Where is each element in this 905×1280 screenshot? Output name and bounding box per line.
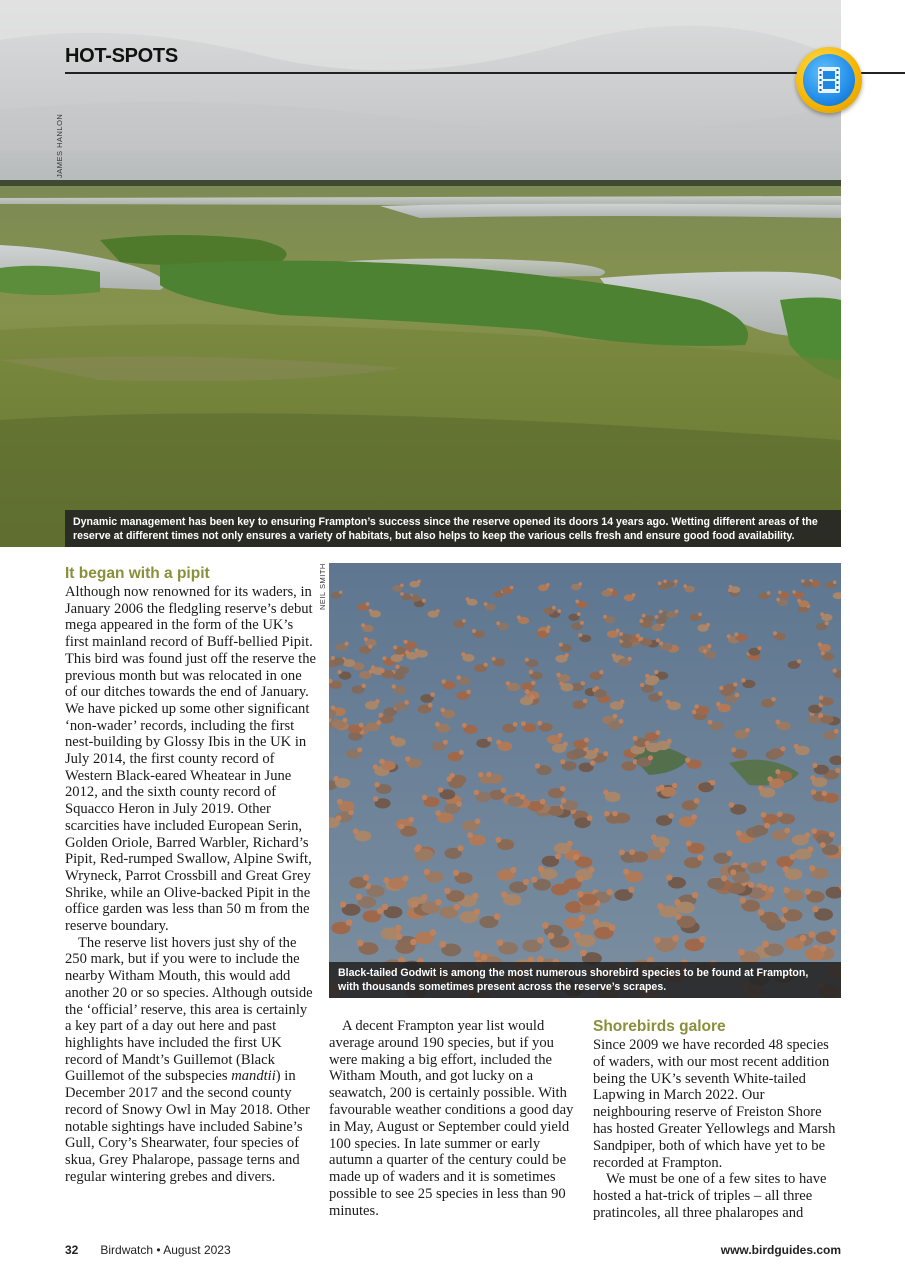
section-label: HOT-SPOTS: [65, 45, 178, 67]
publication-info: Birdwatch • August 2023: [100, 1243, 231, 1257]
reserve-landscape-photo: [0, 0, 841, 547]
footer-left: [65, 1243, 231, 1257]
godwit-flock-illustration: [329, 563, 841, 998]
photo-credit-birds: NEIL SMITH: [318, 563, 327, 610]
page-number: 32: [65, 1243, 79, 1257]
bird-photo-caption: Black-tailed Godwit is among the most numerous shorebird species to be found at Frampton, with thousands sometimes present across the reserve’s scrapes.: [329, 962, 841, 998]
landscape-illustration: [0, 0, 841, 547]
article-paragraph: A decent Frampton year list would average around 190 species, but if you were making a big effort, included the Witham Mouth, and got lucky on a seawatch, 200 is certainly possible. With favourable weather conditions a good day in May, August or September could yield 100 species. In late summer or early autumn a quarter of the century could be made up of waders and it is sometimes possible to see 25 species in less than 90 minutes.: [329, 1018, 574, 1219]
article-column-middle: [329, 1018, 575, 1220]
photo-credit-top: JAMES HANLON: [55, 113, 64, 178]
section-heading-shorebirds: Shorebirds galore: [593, 1018, 726, 1035]
header-rule: [65, 72, 905, 74]
godwit-flock-photo: [329, 563, 841, 998]
video-badge[interactable]: [796, 47, 862, 113]
article-column-left: [65, 565, 316, 1185]
article-paragraph: Although now renowned for its waders, in January 2006 the fledgling reserve’s debut mega appeared in the form of the UK’s first mainland record of Buff-bellied Pipit. This bird was found just off the reserve the previous month but was relocated in one of our ditches towards the end of January. We have picked up some other significant ‘non-wader’ records, including the first nest-building by Glossy Ibis in the UK in July 2014, the first county record of Western Black-eared Wheatear in June 2012, and the sixth county record of Squacco Heron in July 2019. Other scarcities have included European Serin, Golden Oriole, Barred Warbler, Richard’s Pipit, Red-rumped Swallow, Alpine Swift, Wryneck, Parrot Crossbill and Great Grey Shrike, while an Olive-backed Pipit in the office garden was less than 50 m from the reserve boundary.: [65, 584, 317, 935]
article-paragraph: We must be one of a few sites to have hosted a hat-trick of triples – all three pratincoles, all three phalaropes and: [593, 1171, 827, 1221]
article-column-right: [593, 1018, 841, 1222]
article-paragraph: The reserve list hovers just shy of the 250 mark, but if you were to include the nearby Witham Mouth, this would add another 20 or so species. Although outside the ‘official’ reserve, this area is certainly a key part of a day out here and past highlights have included the first UK record of Mandt’s Guillemot (Black Guillemot of the subspecies mandtii) in December 2017 and the second county record of Snowy Owl in May 2018. Other notable sightings have included Sabine’s Gull, Cory’s Shearwater, four species of skua, Grey Phalarope, passage terns and regular wintering grebes and divers.: [65, 934, 313, 1185]
article-paragraph: Since 2009 we have recorded 48 species of waders, with our most recent addition being the UK’s seventh White-tailed Lapwing in March 2022. Our neighbouring reserve of Freiston Shore has hosted Greater Yellowlegs and Marsh Sandpiper, both of which have yet to be recorded at Frampton.: [593, 1037, 836, 1171]
film-strip-icon: [803, 54, 855, 106]
top-photo-caption: Dynamic management has been key to ensuring Frampton’s success since the reserve opened its doors 14 years ago. Wetting different areas of the reserve at different times not only ensures a variety of habitats, but also helps to keep the various cells fresh and ensure good food availability.: [65, 510, 841, 547]
section-heading-pipit: It began with a pipit: [65, 565, 210, 582]
website-link[interactable]: www.birdguides.com: [720, 1243, 841, 1257]
